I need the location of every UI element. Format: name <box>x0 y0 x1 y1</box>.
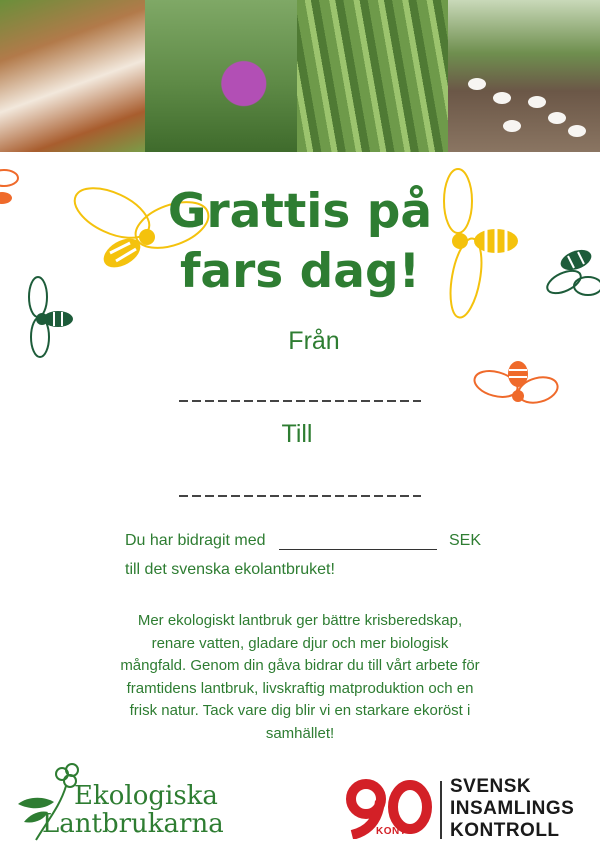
to-signature-line[interactable] <box>179 495 421 497</box>
cow-photo <box>0 0 145 152</box>
card-title <box>150 182 450 302</box>
from-signature-line[interactable] <box>179 400 421 402</box>
contribution-suffix: till det svenska ekolantbruket! <box>125 561 335 578</box>
konto-label: KONTO <box>376 826 415 837</box>
title-line-1: Grattis på <box>167 184 433 239</box>
from-label: Från <box>288 327 340 355</box>
logo-right-line-2: INSAMLINGS <box>450 798 575 819</box>
to-label: Till <box>281 420 313 448</box>
logo-left-line-1: Ekologiska <box>74 781 218 811</box>
currency-label: SEK <box>449 532 482 549</box>
photo-strip <box>0 0 600 152</box>
logo-right-line-3: KONTROLL <box>450 820 560 841</box>
thistle-bee-photo <box>145 0 297 152</box>
bee-icon-orange-left <box>0 158 28 218</box>
svensk-insamlingskontroll-text <box>450 776 574 842</box>
amount-blank-line[interactable] <box>279 549 437 550</box>
title-line-2: fars dag! <box>179 244 421 299</box>
bee-icon-orange-right <box>474 356 560 414</box>
bee-icon-yellow-right <box>438 163 523 321</box>
asparagus-photo <box>297 0 448 152</box>
body-paragraph: Mer ekologiskt lantbruk ger bättre krisberedskap, renare vatten, gladare djur och mer biologisk mångfald. Genom din gåva bidrar du till vårt arbete för framtidens lantbruk, livskraftig matproduktion och en frisk natur. Tack vare dig blir vi en starkare ekoröst i samhället! <box>120 612 480 742</box>
logo-divider <box>440 781 442 839</box>
logo-left-line-2: Lantbrukarna <box>42 809 224 839</box>
contribution-prefix: Du har bidragit med <box>125 532 266 549</box>
hens-photo <box>448 0 600 152</box>
bee-icon-green-right <box>548 242 600 306</box>
logo-right-line-1: SVENSK <box>450 776 532 797</box>
